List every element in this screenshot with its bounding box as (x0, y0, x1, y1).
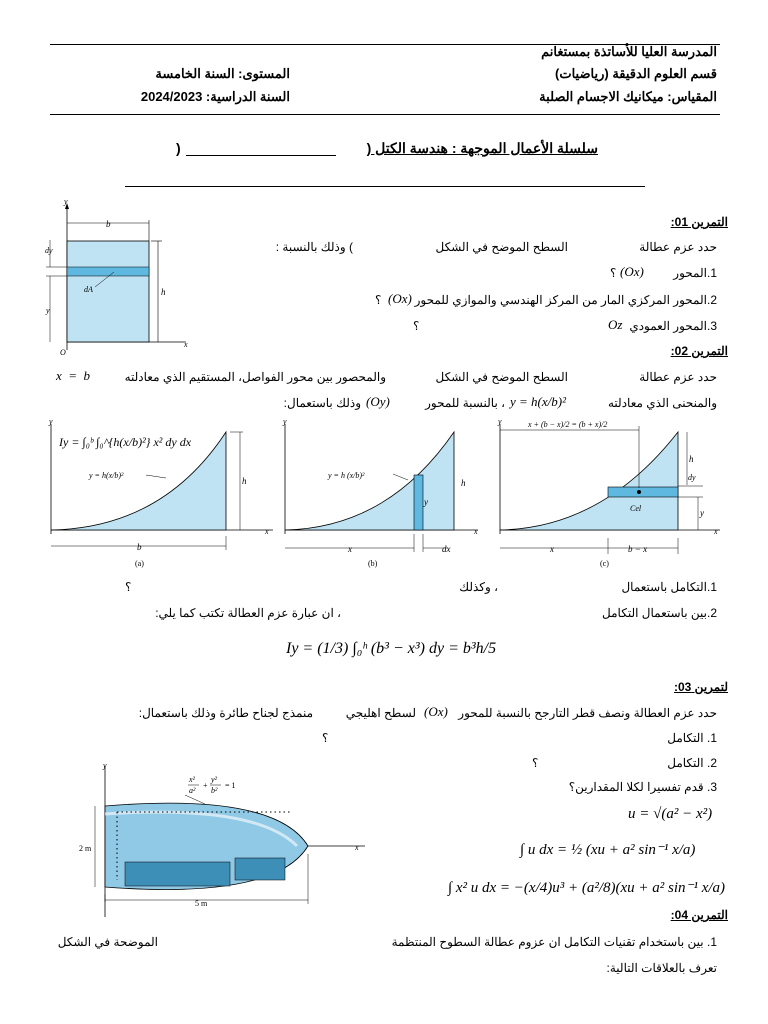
ex3-fig-x2: x² (189, 775, 195, 784)
ex2-c-caption: (c) (600, 559, 609, 568)
ex1-fig-x-axis: x (184, 340, 188, 349)
ex1-item1: 1.المحور (673, 266, 717, 280)
ex1-item3-var: Oz (608, 317, 623, 332)
ex1-item2: 2.المحور المركزي المار من المركز الهندسي والموازي للمحور (414, 293, 717, 307)
ex2-item2-b: ، ان عبارة عزم العطالة تكتب كما يلي: (155, 606, 341, 620)
ex1-item2-end: ؟ (375, 293, 382, 307)
ex3-item1: 1. التكامل (667, 731, 717, 745)
ex2-c-bmx: b − x (628, 544, 648, 554)
ex2-c-x-axis: x (714, 527, 718, 536)
ex3-fig-y2: y² (211, 775, 217, 784)
ex2-line2-c: وذلك باستعمال: (283, 396, 361, 410)
ex2-b-x-axis: x (474, 527, 478, 536)
ex2-a-h: h (242, 476, 247, 486)
ex1-intro-c: ) وذلك بالنسبة : (275, 240, 353, 254)
ex2-title: التمرين 02: (670, 344, 728, 358)
ex3-line1-c: منمذج لجناح طائرة وذلك باستعمال: (138, 706, 313, 720)
ex1-fig-b: b (106, 219, 111, 229)
ex2-a-formula: Iy = ∫₀ᵇ ∫₀^{h(x/b)²} x² dy dx (59, 435, 192, 449)
ex2-c-h: h (689, 454, 694, 464)
ex1-item1-end: ؟ (610, 266, 617, 280)
ex1-fig-dy: dy (45, 246, 53, 255)
ex1-fig-dA: dA (84, 285, 93, 294)
ex1-intro-b: السطح الموضح في الشكل (435, 240, 568, 254)
ex3-fig-rhs: = 1 (225, 781, 236, 790)
ex4-line1-a: 1. بين باستخدام تقنيات التكامل ان عزوم عطالة السطوح المنتظمة (391, 935, 717, 949)
ex2-item1-b: ، وكذلك (459, 580, 498, 594)
ex2-line2: والمنحنى الذي معادلته (608, 396, 717, 410)
ex1-item3-end: ؟ (413, 319, 420, 333)
ex3-wing-figure (75, 762, 365, 922)
ex2-line1-a: حدد عزم عطالة (639, 370, 717, 384)
ex1-fig-h: h (161, 287, 166, 297)
ex2-c-y-axis: y (498, 418, 502, 426)
ex2-line2-eq: y = h(x/b)² (510, 394, 566, 409)
ex2-figure-c (488, 418, 723, 573)
ex2-item1-a: 1.التكامل باستعمال (621, 580, 717, 594)
ex2-figure-b (278, 418, 488, 573)
ex2-b-xdim: x (348, 544, 352, 554)
ex3-item1-end: ؟ (322, 731, 329, 745)
ex2-c-xdim: x (550, 544, 554, 554)
ex3-line1-var: (Ox) (424, 704, 448, 719)
module-name: المقياس: ميكانيك الاجسام الصلبة (539, 89, 717, 104)
school-name: المدرسة العليا للأساتذة بمستغانم (541, 44, 717, 59)
department-name: قسم العلوم الدقيقة (رياضيات) (555, 66, 717, 81)
ex1-item1-var: (Ox) (620, 264, 644, 279)
ex3-item2-end: ؟ (532, 756, 539, 770)
ex3-fig-y-axis: y (103, 762, 107, 770)
ex1-fig-origin: O (60, 348, 66, 357)
header-bottom-rule (50, 114, 720, 115)
title-rule (125, 186, 645, 187)
ex2-a-b: b (137, 542, 142, 552)
year-label: السنة الدراسية: 2024/2023 (140, 89, 290, 104)
ex2-b-ylab: y (424, 497, 428, 507)
ex1-item3: 3.المحور العمودي (629, 319, 717, 333)
svg-text:+: + (203, 781, 208, 790)
ex3-item3: 3. قدم تفسيرا لكلا المقدارين؟ (568, 780, 717, 794)
ex3-line1-a: حدد عزم العطالة ونصف قطر التارجح بالنسبة للمحور (458, 706, 717, 720)
ex2-b-h: h (461, 478, 466, 488)
ex3-fig-2m: 2 m (79, 844, 92, 853)
ex2-c-ylab: y (700, 508, 704, 518)
level-label: المستوى: السنة الخامسة (155, 66, 290, 81)
ex3-fig-x-axis: x (355, 843, 359, 852)
ex4-line2: تعرف بالعلاقات التالية: (606, 961, 717, 975)
ex2-item1-c: ؟ (125, 580, 132, 594)
ex1-fig-ycoord: y (46, 306, 50, 315)
series-title: سلسلة الأعمال الموجهة : هندسة الكتل ( (366, 140, 598, 156)
ex3-fig-a2: a² (189, 786, 196, 795)
ex3-item2: 2. التكامل (667, 756, 717, 770)
title-blank-line (186, 155, 336, 156)
ex2-c-cel: Cel (630, 504, 642, 513)
series-title-close: ) (176, 140, 181, 156)
ex2-line2-var: (Oy) (366, 394, 390, 409)
ex3-eq-int2: ∫ x² u dx = −(x/4)u³ + (a²/8)(xu + a² sin⁻¹ x/a) (448, 880, 726, 896)
ex2-a-curve: y = h(x/b)² (89, 471, 124, 480)
ex1-title: التمرين 01: (670, 215, 728, 229)
ex3-eq-u: u = √(a² − x²) (628, 806, 713, 822)
ex4-line1-b: الموضحة في الشكل (57, 935, 158, 949)
ex2-c-top: x + (b − x)/2 = (b + x)/2 (528, 420, 608, 429)
ex2-a-caption: (a) (135, 559, 144, 568)
ex2-line1-b: السطح الموضح في الشكل (435, 370, 568, 384)
ex1-rectangle-figure (38, 195, 188, 360)
ex2-b-curve: y = h (x/b)² (328, 471, 365, 480)
ex2-b-dx: dx (442, 544, 451, 554)
ex1-fig-y-axis: y (64, 197, 68, 206)
ex3-eq-int1: ∫ u dx = ½ (xu + a² sin⁻¹ x/a) (520, 842, 696, 858)
ex1-item2-var: (Ox) (388, 291, 412, 306)
ex2-b-caption: (b) (368, 559, 378, 568)
ex2-a-y-axis: y (49, 418, 53, 426)
ex2-item2-a: 2.بين باستعمال التكامل (602, 606, 717, 620)
ex2-c-dy: dy (688, 473, 696, 482)
ex3-line1-b: لسطح اهليجي (345, 706, 416, 720)
ex2-line1-eq: x = b (56, 368, 91, 383)
ex3-fig-b2: b² (211, 786, 218, 795)
ex3-title: لتمرين 03: (673, 680, 728, 694)
ex2-b-y-axis: y (283, 418, 287, 426)
ex2-formula: Iy = (1/3) ∫₀ʰ (b³ − x³) dy = b³h/5 (286, 640, 497, 657)
ex2-a-x-axis: x (265, 527, 269, 536)
ex1-intro-a: حدد عزم عطالة (639, 240, 717, 254)
ex4-title: التمرين 04: (670, 908, 728, 922)
ex2-line1-c: والمحصور بين محور الفواصل، المستقيم الذي معادلته (124, 370, 386, 384)
ex2-line2-b: ، بالنسبة للمحور (425, 396, 505, 410)
ex3-fig-5m: 5 m (195, 899, 208, 908)
ex2-figure-a (43, 418, 278, 573)
